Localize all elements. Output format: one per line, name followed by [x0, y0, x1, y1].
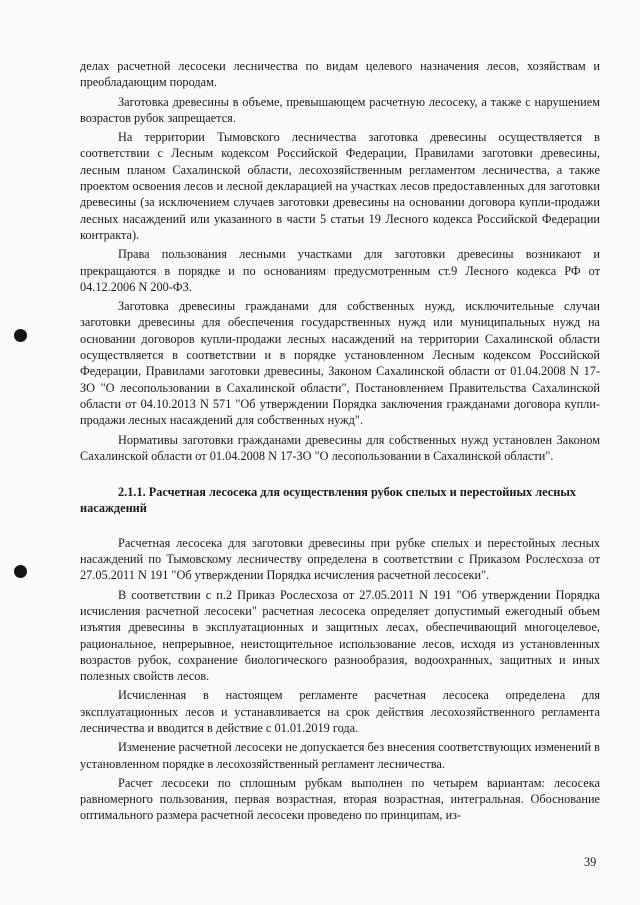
document-page [80, 58, 600, 827]
page-number: 39 [584, 855, 597, 869]
paragraph: Права пользования лесными участками для заготовки древесины возникают и прекращаются в порядке и по основаниям предусмотренным ст.9 Лесного кодекса РФ от 04.12.2006 N 200-ФЗ. [80, 247, 600, 294]
binder-hole-bottom [14, 565, 27, 578]
paragraph: В соответствии с п.2 Приказ Рослесхоза от 27.05.2011 N 191 "Об утверждении Порядка исчисления расчетной лесосеки" расчетная лесосека определяет допустимый ежегодный объем изъятия древесины в эксплуатационных и защитных лесах, обеспечивающий многоцелевое, рациональное, непрерывное, неистощительное использование лесов, исходя из установленных возрастов рубок, сохранение биологического разнообразия, водоохранных, защитных и иных полезных свойств лесов. [80, 587, 600, 684]
paragraph: Заготовка древесины в объеме, превышающем расчетную лесосеку, а также с нарушением возрастов рубок запрещается. [80, 94, 600, 125]
paragraph: Исчисленная в настоящем регламенте расчетная лесосека определена для эксплуатационных лесов и устанавливается на срок действия лесохозяйственного регламента лесничества и вводится в действие с 01.01.2019 года. [80, 688, 600, 735]
binder-hole-top [14, 329, 27, 342]
paragraph: Изменение расчетной лесосеки не допускается без внесения соответствующих изменений в установленном порядке в лесохозяйственный регламент лесничества. [80, 740, 600, 771]
section-heading: 2.1.1. Расчетная лесосека для осуществления рубок спелых и перестойных лесных насаждений [80, 485, 577, 516]
paragraph: Расчетная лесосека для заготовки древесины при рубке спелых и перестойных лесных насаждений по Тымовскому лесничеству определена в соответствии с Приказом Рослесхоза от 27.05.2011 N 191 "Об утверждении Порядка исчисления расчетной лесосеки". [80, 535, 600, 583]
paragraph: Заготовка древесины гражданами для собственных нужд, исключительные случаи заготовки древесины для обеспечения государственных нужд или муниципальных нужд на основании договоров купли-продажи лесных насаждений на территории Сахалинской области осуществляется в соответствии и в порядке установленном Лесным кодексом Российской Федерации, Правилами заготовки древесины, Законом Сахалинской области от 01.04.2008 N 17-ЗО "О лесопользовании в Сахалинской области", Постановлением Правительства Сахалинской области от 04.10.2013 N 571 "Об утверждении Порядка заключения гражданами договора купли-продажи лесных насаждений для собственных нужд". [80, 299, 600, 428]
paragraph: На территории Тымовского лесничества заготовка древесины осуществляется в соответствии с Лесным кодексом Российской Федерации, Правилами заготовки древесины, лесным планом Сахалинской области, лесохозяйственным регламентом лесничества, а также проектом освоения лесов и лесной декларацией на участках лесов предоставленных для заготовки древесины (за исключением случаев заготовки древесины на основании договора купли-продажи лесных насаждений или указанного в части 5 статьи 19 Лесного кодекса Российской Федерации контракта). [80, 130, 600, 242]
paragraph: Нормативы заготовки гражданами древесины для собственных нужд установлен Законом Сахалинской области от 01.04.2008 N 17-ЗО "О лесопользовании в Сахалинской области". [80, 432, 600, 463]
paragraph: делах расчетной лесосеки лесничества по видам целевого назначения лесов, хозяйствам и преобладающим породам. [80, 59, 600, 90]
paragraph: Расчет лесосеки по сплошным рубкам выполнен по четырем вариантам: лесосека равномерного пользования, первая возрастная, вторая возрастная, интегральная. Обоснование оптимального размера расчетной лесосеки проведено по принципам, из- [80, 775, 600, 823]
